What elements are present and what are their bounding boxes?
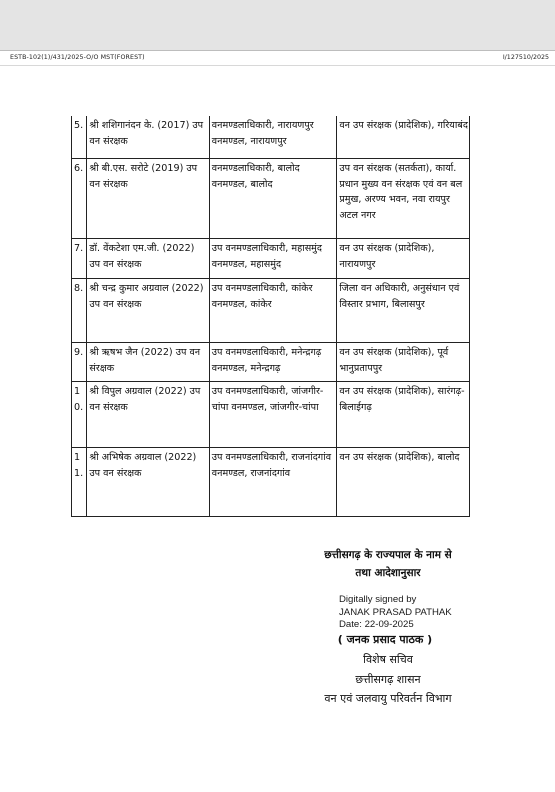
officer-name: श्री चन्द्र कुमार अग्रवाल (2022) उप वन संरक्षक xyxy=(87,279,209,343)
current-posting: उप वनमण्डलाधिकारी, राजनांदगांव वनमण्डल, राजनांदगांव xyxy=(209,448,337,517)
viewer-toolbar xyxy=(0,0,555,51)
table-row xyxy=(72,239,470,279)
digital-signed-label: Digitally signed by xyxy=(339,594,417,605)
new-posting: वन उप संरक्षक (प्रादेशिक), गरियाबंद xyxy=(337,116,470,159)
serial-number: 8. xyxy=(72,279,87,343)
current-posting: उप वनमण्डलाधिकारी, कांकेर वनमण्डल, कांकेर xyxy=(209,279,337,343)
new-posting: वन उप संरक्षक (प्रादेशिक), सारंगढ़-बिलाईगढ़ xyxy=(337,382,470,448)
table-row xyxy=(72,116,470,159)
officer-name: डॉ. वेंकटेशा एम.जी. (2022) उप वन संरक्षक xyxy=(87,239,209,279)
current-posting: वनमण्डलाधिकारी, नारायणपुर वनमण्डल, नारायणपुर xyxy=(209,116,337,159)
current-posting: वनमण्डलाधिकारी, बालोद वनमण्डल, बालोद xyxy=(209,159,337,239)
governor-name-line: छत्तीसगढ़ के राज्यपाल के नाम से xyxy=(324,549,452,561)
document-reference: ESTB-102(1)/431/2025-O/O MST(FOREST) xyxy=(10,54,145,61)
digital-signature-date: Date: 22-09-2025 xyxy=(339,619,414,630)
new-posting: जिला वन अधिकारी, अनुसंधान एवं विस्तार प्रभाग, बिलासपुर xyxy=(337,279,470,343)
officer-name: श्री ऋषभ जैन (2022) उप वन संरक्षक xyxy=(87,343,209,382)
signer-name: ( जनक प्रसाद पाठक ) xyxy=(337,633,433,646)
new-posting: वन उप संरक्षक (प्रादेशिक), बालोद xyxy=(337,448,470,517)
officer-name: श्री शशिगानंदन के. (2017) उप वन संरक्षक xyxy=(87,116,209,159)
table-row xyxy=(72,343,470,382)
serial-number: 11. xyxy=(72,448,87,517)
designation: विशेष सचिव xyxy=(363,653,413,666)
officer-name: श्री विपुल अग्रवाल (2022) उप वन संरक्षक xyxy=(87,382,209,448)
new-posting: उप वन संरक्षक (सतर्कता), कार्या. प्रधान मुख्य वन संरक्षक एवं वन बल प्रमुख, अरण्य भवन, नवा रायपुर अटल नगर xyxy=(337,159,470,239)
table-row xyxy=(72,159,470,239)
serial-number: 9. xyxy=(72,343,87,382)
table-row xyxy=(72,382,470,448)
transfer-orders-table xyxy=(71,116,470,517)
officer-name: श्री अभिषेक अग्रवाल (2022) उप वन संरक्षक xyxy=(87,448,209,517)
current-posting: उप वनमण्डलाधिकारी, महासमुंद वनमण्डल, महासमुंद xyxy=(209,239,337,279)
digital-signature xyxy=(339,594,452,632)
header-divider xyxy=(0,65,555,66)
current-posting: उप वनमण्डलाधिकारी, जांजगीर-चांपा वनमण्डल, जांजगीर-चांपा xyxy=(209,382,337,448)
officer-name: श्री बी.एस. सरोटे (2019) उप वन संरक्षक xyxy=(87,159,209,239)
serial-number: 10. xyxy=(72,382,87,448)
authority-statement xyxy=(288,546,488,582)
current-posting: उप वनमण्डलाधिकारी, मनेन्द्रगढ़ वनमण्डल, मनेन्द्रगढ़ xyxy=(209,343,337,382)
government-name: छत्तीसगढ़ शासन xyxy=(355,672,421,686)
table-row xyxy=(72,448,470,517)
serial-number: 7. xyxy=(72,239,87,279)
digital-signer-name: JANAK PRASAD PATHAK xyxy=(339,606,452,618)
file-number: I/127510/2025 xyxy=(502,54,549,61)
new-posting: वन उप संरक्षक (प्रादेशिक), नारायणपुर xyxy=(337,239,470,279)
serial-number: 6. xyxy=(72,159,87,239)
order-line: तथा आदेशानुसार xyxy=(355,567,421,579)
signer-designation-block xyxy=(288,650,488,709)
department-name: वन एवं जलवायु परिवर्तन विभाग xyxy=(324,692,452,705)
table-row xyxy=(72,279,470,343)
new-posting: वन उप संरक्षक (प्रादेशिक), पूर्व भानुप्रतापपुर xyxy=(337,343,470,382)
serial-number: 5. xyxy=(72,116,87,159)
